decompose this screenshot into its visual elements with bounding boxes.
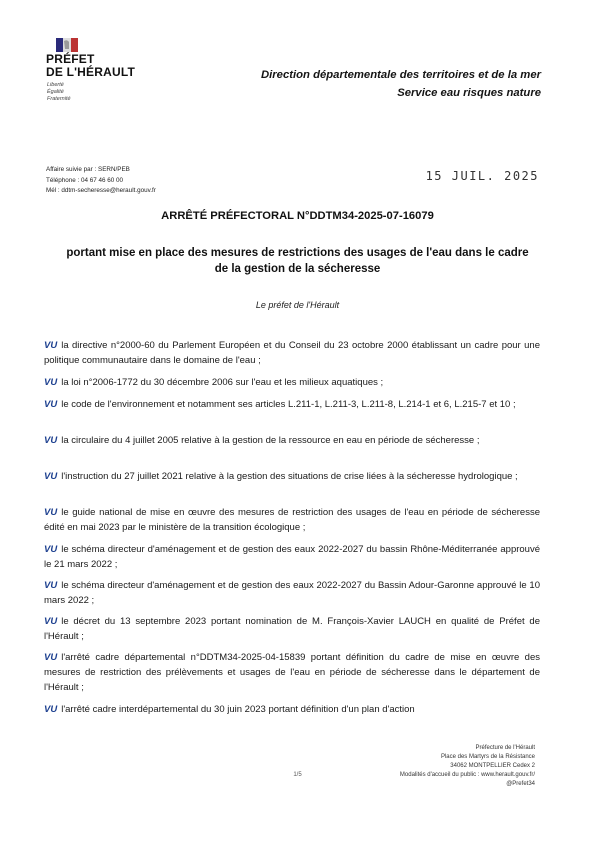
prefecture-address <box>400 744 535 789</box>
vu-item <box>44 397 540 412</box>
vu-keyword: VU <box>44 399 58 410</box>
vu-text: l'arrêté cadre interdépartemental du 30 juin 2023 portant définition d'un plan d'action <box>61 704 415 715</box>
footer-line: Préfecture de l'Hérault <box>475 745 535 751</box>
prefet-logo-text <box>46 53 135 79</box>
motto-liberte: Liberté <box>47 82 64 88</box>
vu-keyword: VU <box>44 377 58 388</box>
vu-text: le guide national de mise en œuvre des mesures de restriction des usages de l'eau en période de sécheresse édité en mai 2023 par le ministère de la transition écologique ; <box>44 507 540 533</box>
direction-block <box>261 66 541 102</box>
footer-line: 34062 MONTPELLIER Cedex 2 <box>450 763 535 769</box>
vu-text: le décret du 13 septembre 2023 portant nomination de M. François-Xavier LAUCH en qualité de Préfet de l'Hérault ; <box>44 616 540 642</box>
vu-text: la directive n°2000-60 du Parlement Européen et du Conseil du 23 octobre 2000 établissant un cadre pour une politique communautaire dans le domaine de l'eau ; <box>44 340 540 366</box>
vu-text: le code de l'environnement et notamment ses articles L.211-1, L.211-3, L.211-8, L.214-1 et 6, L.215-7 et 10 ; <box>61 399 516 410</box>
vu-keyword: VU <box>44 435 58 446</box>
vu-item <box>44 542 540 572</box>
vu-item <box>44 702 540 717</box>
vu-item <box>44 433 540 448</box>
vu-item <box>44 578 540 608</box>
service-name: Service eau risques nature <box>397 87 541 99</box>
motto-egalite: Égalité <box>47 89 64 95</box>
logo-line-2: DE L'HÉRAULT <box>46 65 136 79</box>
date-stamp: 15 JUIL. 2025 <box>425 169 539 183</box>
footer-line: @Prefet34 <box>506 781 535 787</box>
direction-name: Direction départementale des territoires et de la mer <box>260 69 541 81</box>
footer-line: Place des Martyrs de la Résistance <box>440 754 535 760</box>
vu-item <box>44 505 540 535</box>
vu-text: le schéma directeur d'aménagement et de gestion des eaux 2022-2027 du bassin Rhône-Méditerranée approuvé le 21 mars 2022 ; <box>44 544 540 570</box>
vu-text: le schéma directeur d'aménagement et de gestion des eaux 2022-2027 du Bassin Adour-Garonne approuvé le 10 mars 2022 ; <box>44 580 540 606</box>
signatory: Le préfet de l'Hérault <box>255 300 340 310</box>
vu-keyword: VU <box>44 704 58 715</box>
logo-line-1: PRÉFET <box>46 52 95 66</box>
email-line: Mél : ddtm-secheresse@herault.gouv.fr <box>46 187 156 194</box>
vu-item <box>44 469 540 484</box>
vu-item <box>44 650 540 695</box>
footer-line: Modalités d'accueil du public : www.herault.gouv.fr/ <box>399 772 535 778</box>
vu-keyword: VU <box>44 616 58 627</box>
republic-motto <box>47 82 71 103</box>
document-subtitle: portant mise en place des mesures de restrictions des usages de l'eau dans le cadre de la gestion de la sécheresse <box>66 247 529 275</box>
vu-keyword: VU <box>44 471 58 482</box>
vu-item <box>44 614 540 644</box>
vu-text: l'arrêté cadre départemental n°DDTM34-2025-04-15839 portant définition du cadre de mise en œuvre des mesures de restriction des prélèvements et usages de l'eau en période de sécheresse dans le département de l'Hérault ; <box>44 652 540 693</box>
vu-item <box>44 375 540 390</box>
motto-fraternite: Fraternité <box>47 96 71 102</box>
vu-keyword: VU <box>44 580 58 591</box>
affaire-line: Affaire suivie par : SERN/PEB <box>46 166 130 173</box>
vu-text: la circulaire du 4 juillet 2005 relative à la gestion de la ressource en eau en période de sécheresse ; <box>61 435 480 446</box>
vu-keyword: VU <box>44 340 58 351</box>
vu-item <box>44 338 540 368</box>
vu-text: l'instruction du 27 juillet 2021 relative à la gestion des situations de crise liées à la sécheresse hydrologique ; <box>61 471 518 482</box>
page-number: 1/5 <box>293 772 302 778</box>
document-title: ARRÊTÉ PRÉFECTORAL N°DDTM34-2025-07-16079 <box>161 210 434 222</box>
marianne-logo-icon <box>56 38 78 52</box>
telephone-line: Téléphone : 04 67 46 60 00 <box>46 176 124 184</box>
vu-keyword: VU <box>44 544 58 555</box>
vu-keyword: VU <box>44 507 58 518</box>
contact-block <box>46 165 156 197</box>
vu-text: la loi n°2006-1772 du 30 décembre 2006 sur l'eau et les milieux aquatiques ; <box>61 377 384 388</box>
vu-keyword: VU <box>44 652 58 663</box>
